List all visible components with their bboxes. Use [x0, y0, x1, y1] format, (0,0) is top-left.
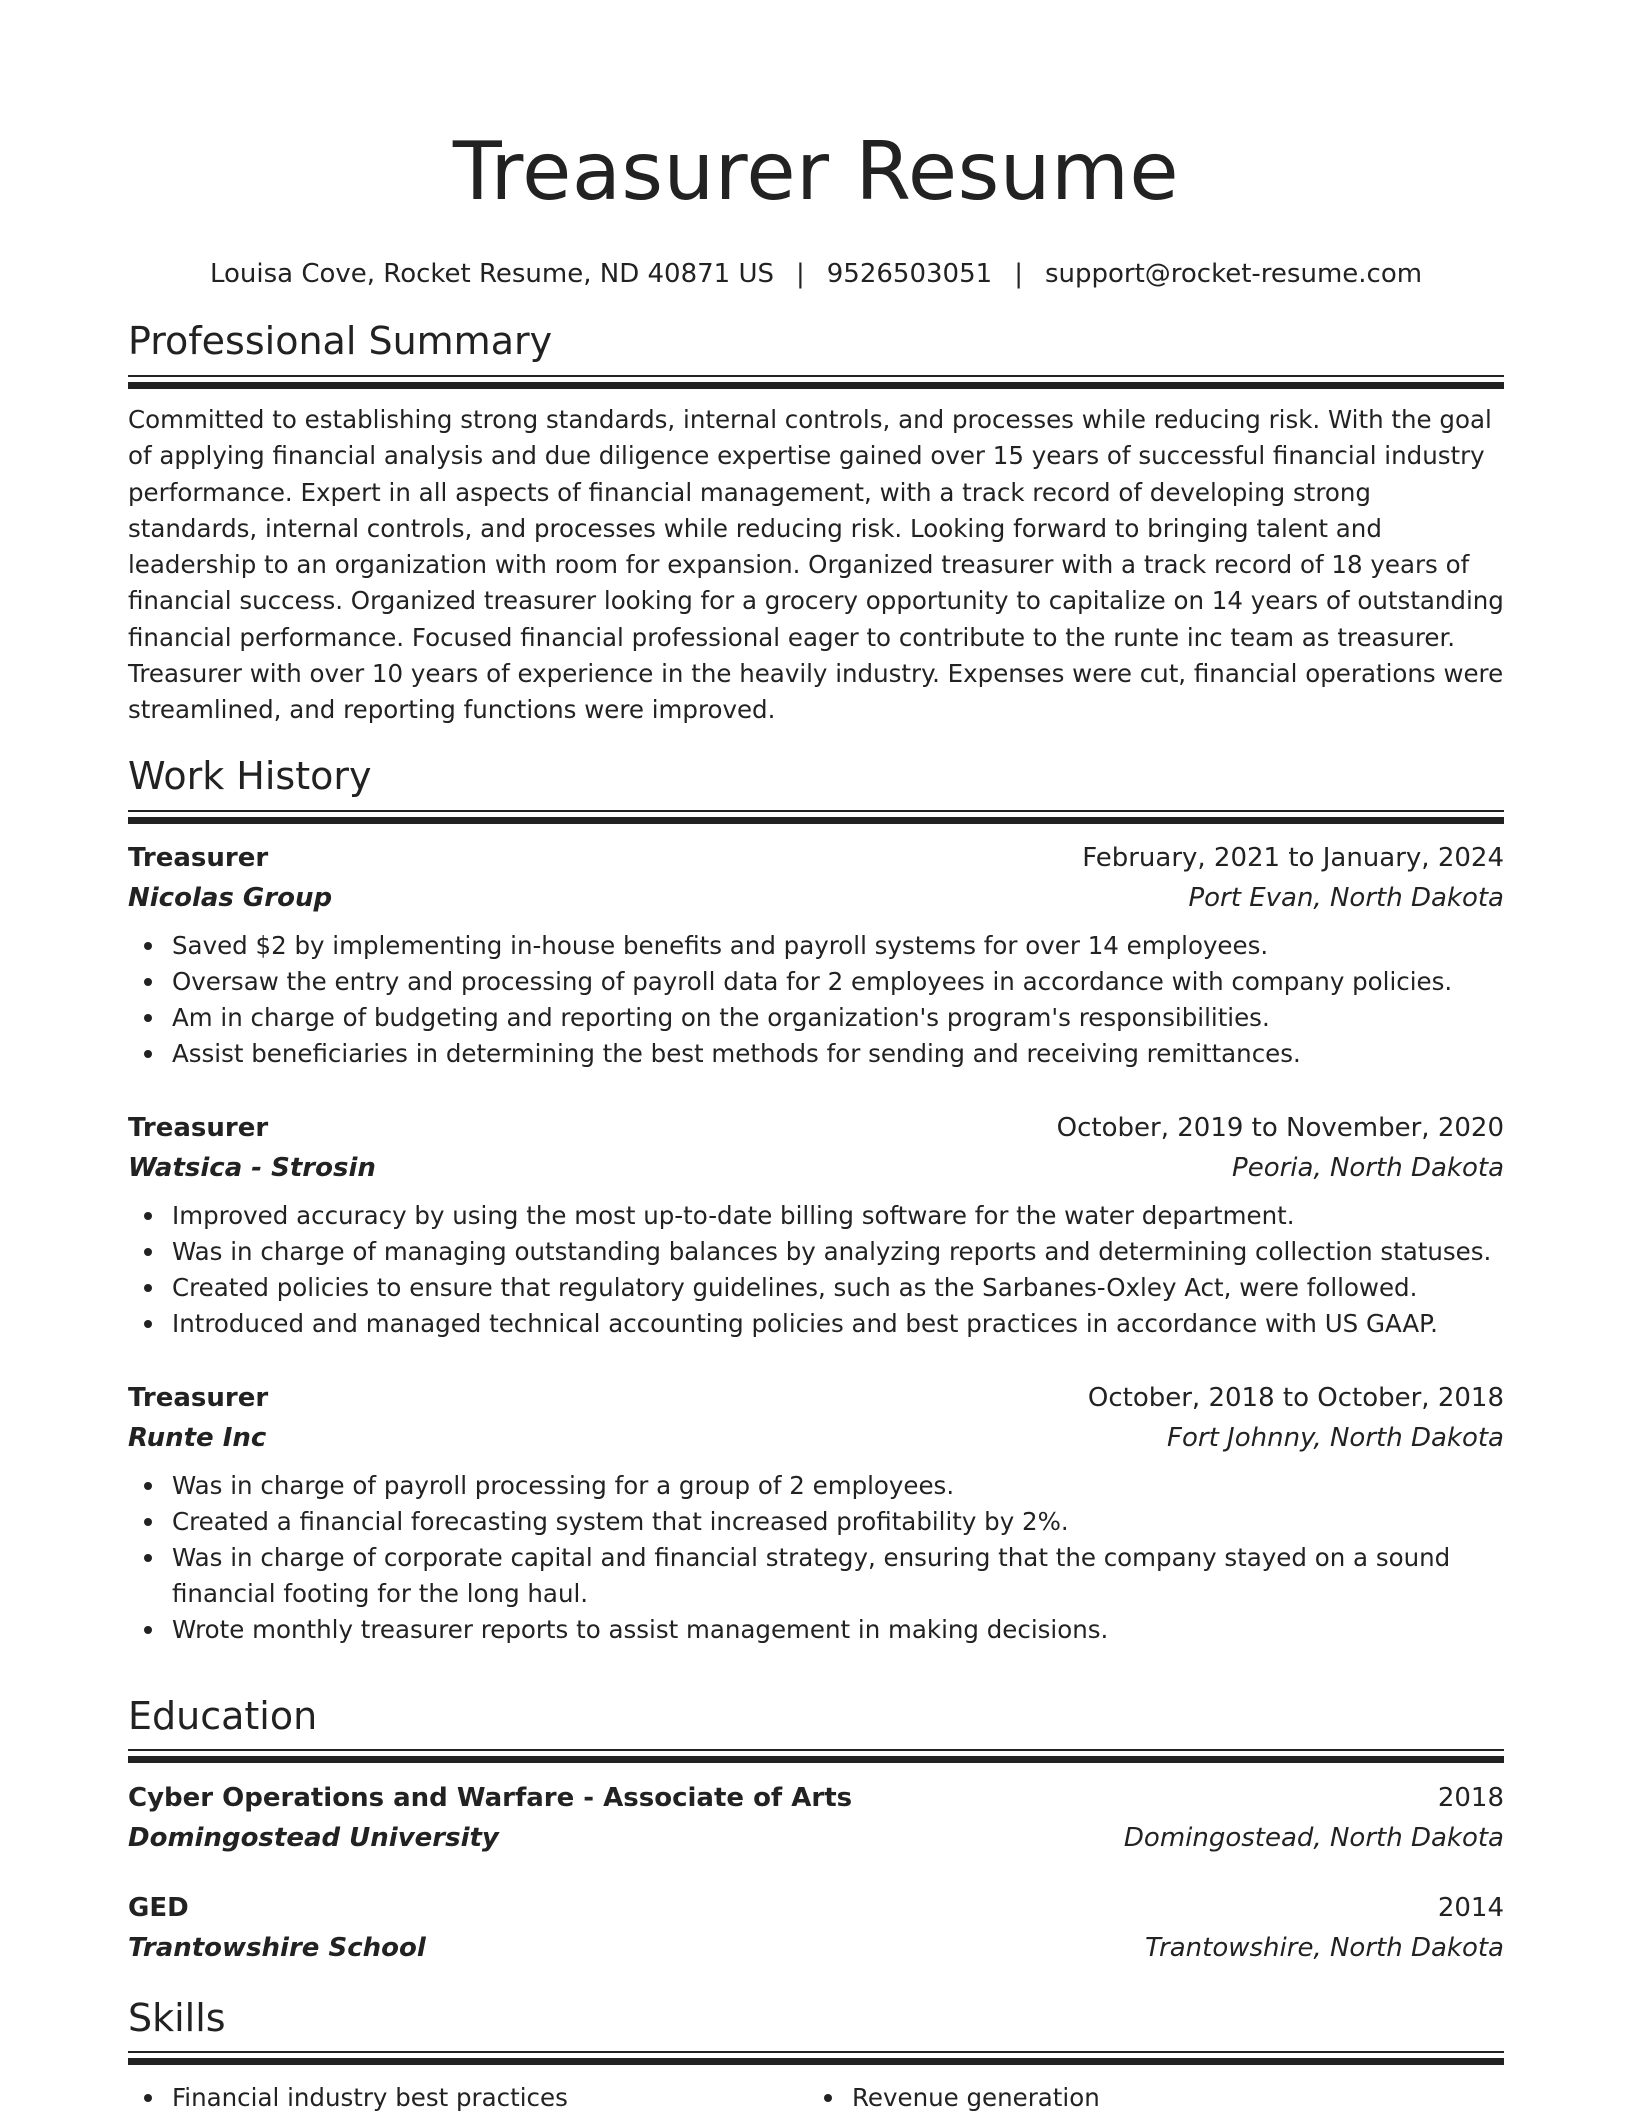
education-header [128, 1778, 1504, 1818]
job-location: Port Evan, North Dakota [1188, 883, 1504, 913]
education-school: Domingostead University [128, 1823, 499, 1853]
job-bullets [128, 1198, 1504, 1342]
job-title: Treasurer [128, 843, 269, 873]
job-location: Fort Johnny, North Dakota [1167, 1423, 1504, 1453]
skills-column-right [808, 2080, 1488, 2116]
education-header [128, 1888, 1504, 1928]
job-entry [128, 1108, 1504, 1342]
list-item: Was in charge of corporate capital and financial strategy, ensuring that the company stayed on a sound financial footing for the long haul. [128, 1540, 1504, 1612]
contact-phone: 9526503051 [826, 259, 993, 289]
list-item: Wrote monthly treasurer reports to assist management in making decisions. [128, 1612, 1504, 1648]
list-item: Assist beneficiaries in determining the best methods for sending and receiving remittances. [128, 1036, 1504, 1072]
job-company: Nicolas Group [128, 883, 333, 913]
list-item: Created a financial forecasting system that increased profitability by 2%. [128, 1504, 1504, 1540]
section-divider [128, 810, 1504, 824]
job-title: Treasurer [128, 1383, 269, 1413]
education-school: Trantowshire School [128, 1933, 426, 1963]
contact-separator: | [796, 259, 805, 289]
section-heading-skills: Skills [128, 1996, 226, 2040]
job-dates: October, 2019 to November, 2020 [1056, 1113, 1504, 1143]
contact-address: Louisa Cove, Rocket Resume, ND 40871 US [209, 259, 774, 289]
education-degree: GED [128, 1893, 189, 1923]
section-heading-summary: Professional Summary [128, 319, 553, 363]
list-item: Introduced and managed technical accounting policies and best practices in accordance with US GAAP. [128, 1306, 1504, 1342]
education-subheader [128, 1818, 1504, 1858]
section-heading-work-history: Work History [128, 754, 372, 798]
job-header [128, 1378, 1504, 1418]
list-item: Improved accuracy by using the most up-to-date billing software for the water department. [128, 1198, 1504, 1234]
list-item: Am in charge of budgeting and reporting on the organization's program's responsibilities. [128, 1000, 1504, 1036]
contact-email: support@rocket-resume.com [1044, 259, 1423, 289]
section-divider [128, 2051, 1504, 2065]
summary-text: Committed to establishing strong standards, internal controls, and processes while reducing risk. With the goal of applying financial analysis and due diligence expertise gained over 15 years of successful financial industry performance. Expert in all aspects of financial management, with a track record of developing strong standards, internal controls, and processes while reducing risk. Looking forward to bringing talent and leadership to an organization with room for expansion. Organized treasurer with a track record of 18 years of financial success. Organized treasurer looking for a grocery opportunity to capitalize on 14 years of outstanding financial performance. Focused financial professional eager to contribute to the runte inc team as treasurer. Treasurer with over 10 years of experience in the heavily industry. Expenses were cut, financial operations were streamlined, and reporting functions were improved. [128, 405, 1504, 725]
education-degree: Cyber Operations and Warfare - Associate of Arts [128, 1783, 853, 1813]
job-bullets [128, 1468, 1504, 1648]
resume-page [128, 0, 1504, 2112]
job-title: Treasurer [128, 1113, 269, 1143]
section-divider [128, 375, 1504, 389]
skill-item: Revenue generation [808, 2080, 1488, 2116]
job-subheader [128, 878, 1504, 918]
education-subheader [128, 1928, 1504, 1968]
resume-title: Treasurer Resume [452, 125, 1180, 218]
list-item: Created policies to ensure that regulatory guidelines, such as the Sarbanes-Oxley Act, were followed. [128, 1270, 1504, 1306]
job-entry [128, 838, 1504, 1072]
job-company: Runte Inc [128, 1423, 267, 1453]
list-item: Was in charge of managing outstanding balances by analyzing reports and determining collection statuses. [128, 1234, 1504, 1270]
job-subheader [128, 1148, 1504, 1188]
skills-column-left [128, 2080, 808, 2116]
education-entry [128, 1778, 1504, 1858]
education-location: Domingostead, North Dakota [1123, 1823, 1504, 1853]
job-header [128, 838, 1504, 878]
section-divider [128, 1749, 1504, 1763]
job-subheader [128, 1418, 1504, 1458]
skill-item: Financial industry best practices [128, 2080, 808, 2116]
education-year: 2014 [1437, 1893, 1504, 1923]
list-item: Oversaw the entry and processing of payroll data for 2 employees in accordance with company policies. [128, 964, 1504, 1000]
job-bullets [128, 928, 1504, 1072]
job-entry [128, 1378, 1504, 1648]
contact-separator: | [1014, 259, 1023, 289]
job-location: Peoria, North Dakota [1232, 1153, 1504, 1183]
education-location: Trantowshire, North Dakota [1145, 1933, 1504, 1963]
skills-list [128, 2080, 1504, 2116]
list-item: Was in charge of payroll processing for a group of 2 employees. [128, 1468, 1504, 1504]
job-dates: February, 2021 to January, 2024 [1082, 843, 1504, 873]
list-item: Saved $2 by implementing in-house benefits and payroll systems for over 14 employees. [128, 928, 1504, 964]
contact-line [128, 256, 1504, 292]
job-header [128, 1108, 1504, 1148]
job-company: Watsica - Strosin [128, 1153, 376, 1183]
education-entry [128, 1888, 1504, 1968]
section-heading-education: Education [128, 1694, 318, 1738]
education-year: 2018 [1437, 1783, 1504, 1813]
job-dates: October, 2018 to October, 2018 [1087, 1383, 1504, 1413]
